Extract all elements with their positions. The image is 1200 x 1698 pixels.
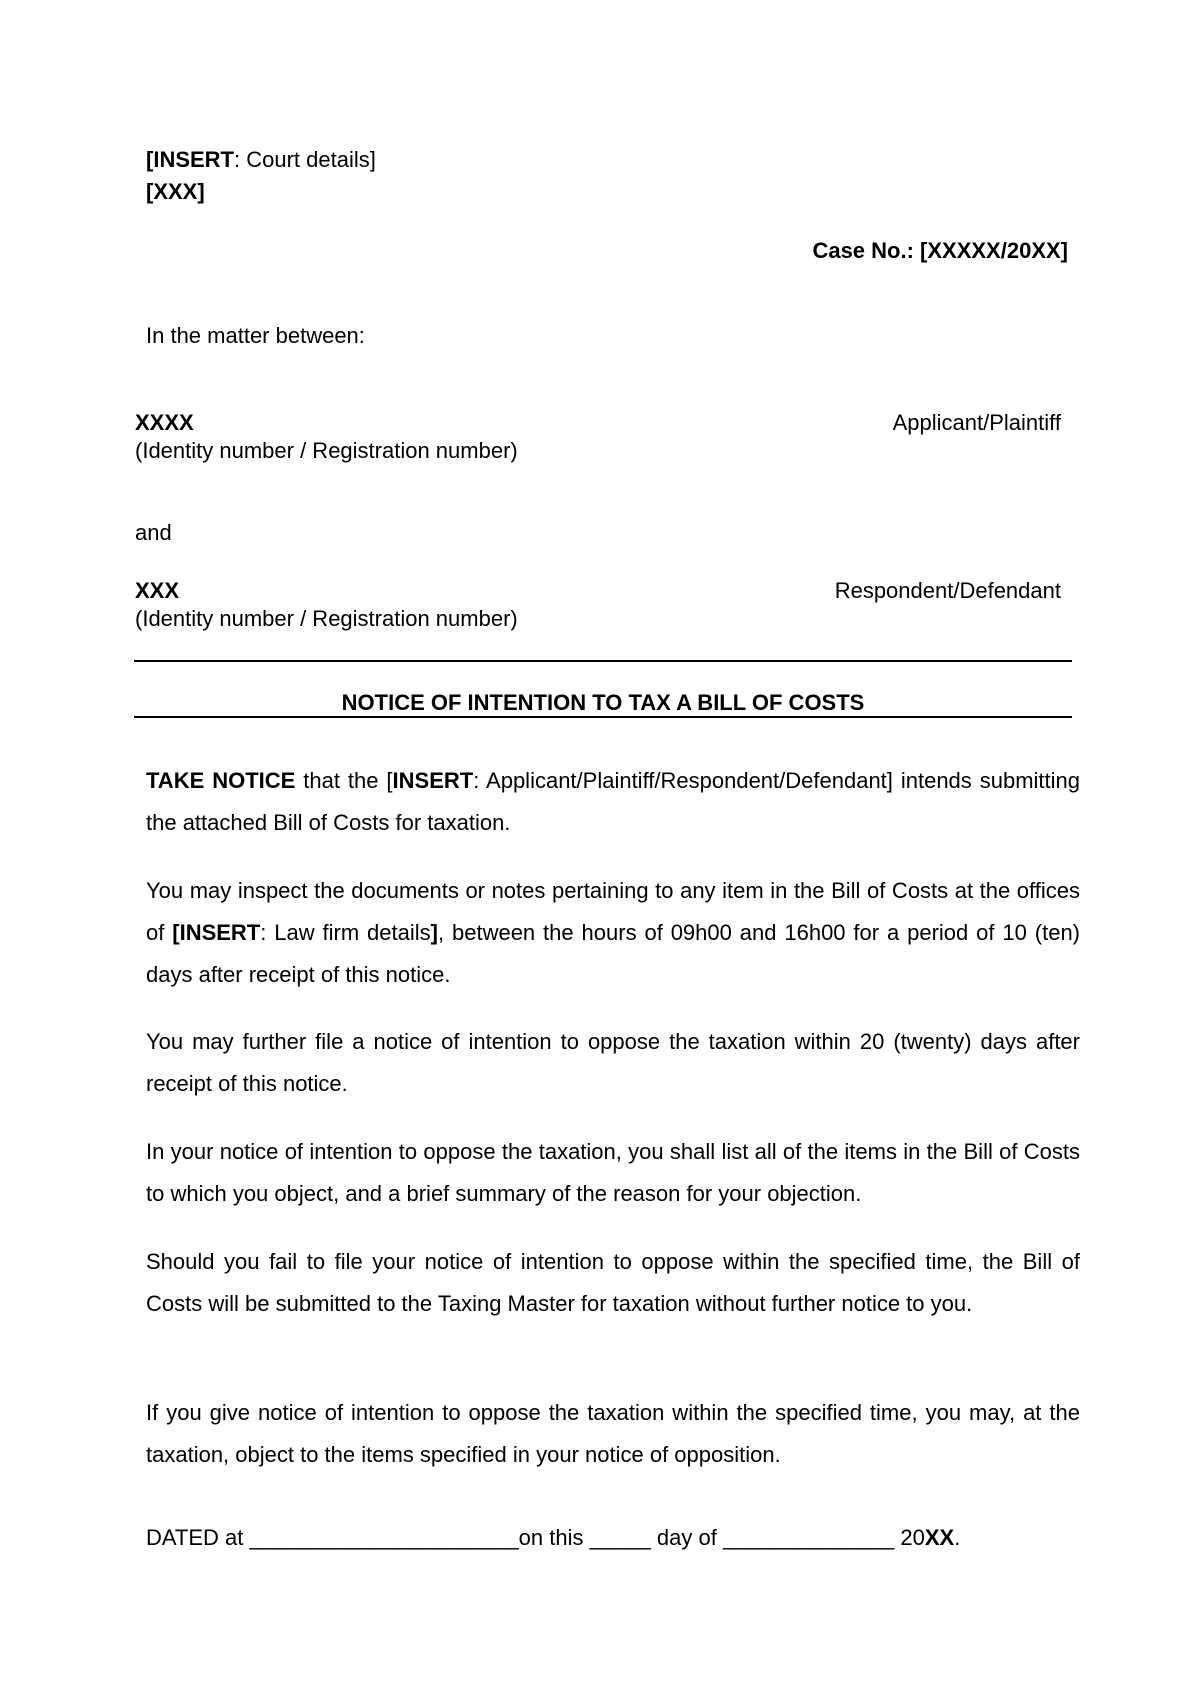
p1-text-2: : Applicant/Plaintiff/Respondent/Defendant] intends submitting the attached Bill of Costs for taxation. — [146, 768, 1080, 835]
dated-period: . — [954, 1525, 961, 1550]
p2-bracket-bold: ] — [430, 920, 438, 945]
p1-text-1: that the [ — [295, 768, 393, 793]
court-details-line — [146, 144, 376, 176]
respondent-name: XXX — [135, 578, 180, 603]
take-notice-bold: TAKE NOTICE — [146, 768, 296, 793]
paragraph-list-items: In your notice of intention to oppose the taxation, you shall list all of the items in the Bill of Costs to which you object, and a brief summary of the reason for your objection. — [146, 1139, 1080, 1206]
dated-year-bold: XX — [924, 1525, 955, 1550]
paragraph-further-file: You may further file a notice of intention to oppose the taxation within 20 (twenty) days after receipt of this notice. — [146, 1029, 1080, 1096]
court-code-text: [XXX] — [146, 179, 205, 204]
dated-line — [146, 1525, 960, 1551]
p1-insert-bold: INSERT — [392, 768, 474, 793]
case-number: Case No.: [XXXXX/20XX] — [812, 238, 1068, 263]
matter-between: In the matter between: — [146, 323, 365, 348]
bottom-divider — [134, 716, 1072, 718]
respondent-id: (Identity number / Registration number) — [135, 606, 518, 631]
applicant-name: XXXX — [135, 410, 194, 435]
court-details — [146, 144, 376, 208]
court-details-text: : Court details] — [234, 147, 376, 172]
p2-text-1: You may inspect the documents or notes pertaining to any item in the Bill of Costs at the offices of — [146, 878, 1080, 945]
insert-label: [INSERT — [146, 147, 234, 172]
p2-text-2: : Law firm details — [260, 920, 431, 945]
court-code — [146, 176, 376, 208]
p2-text-3: , between the hours of 09h00 and 16h00 for a period of 10 (ten) days after receipt of this notice. — [146, 920, 1081, 987]
and-text: and — [135, 520, 172, 545]
respondent-role: Respondent/Defendant — [834, 578, 1061, 603]
top-divider — [134, 660, 1072, 662]
dated-text: DATED at ______________________on this _____ day of ______________ 20 — [146, 1525, 925, 1550]
p2-insert-bold: [INSERT — [172, 920, 261, 945]
applicant-id: (Identity number / Registration number) — [135, 438, 518, 463]
paragraph-fail-to-file: Should you fail to file your notice of intention to oppose within the specified time, the Bill of Costs will be submitted to the Taxing Master for taxation without further notice to you. — [146, 1249, 1080, 1316]
paragraph-inspect — [146, 870, 1080, 996]
applicant-role: Applicant/Plaintiff — [892, 410, 1061, 435]
paragraph-give-notice: If you give notice of intention to oppose the taxation within the specified time, you may, at the taxation, object to the items specified in your notice of opposition. — [146, 1400, 1080, 1467]
document-title: NOTICE OF INTENTION TO TAX A BILL OF COSTS — [341, 690, 865, 715]
paragraph-take-notice — [146, 760, 1080, 844]
